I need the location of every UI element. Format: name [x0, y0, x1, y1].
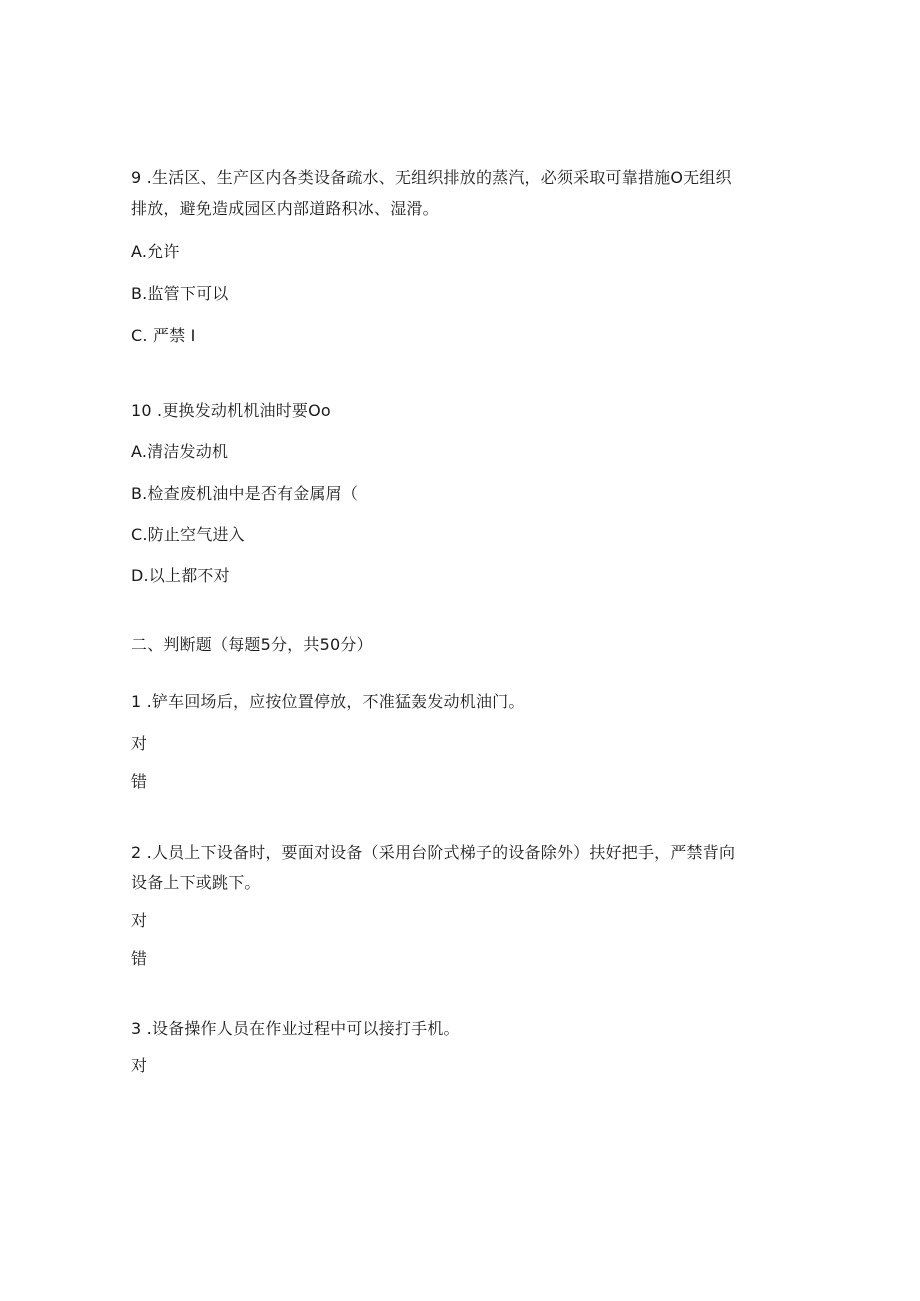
tf-question-2-text-line2: 设备上下或跳下。	[131, 873, 261, 892]
question-10-option-b: B.检查废机油中是否有金属屑（	[131, 484, 359, 503]
question-10-option-c: C.防止空气进入	[131, 525, 245, 544]
question-9-option-a: A.允许	[131, 242, 180, 261]
question-9-text-line1: 9 .生活区、生产区内各类设备疏水、无组织排放的蒸汽，必须采取可靠措施O无组织	[131, 168, 732, 187]
tf-question-2-option-true: 对	[131, 911, 148, 930]
tf-question-3-text: 3 .设备操作人员在作业过程中可以接打手机。	[131, 1019, 460, 1038]
question-10-option-a: A.清洁发动机	[131, 442, 229, 461]
tf-question-1-option-false: 错	[131, 772, 148, 791]
tf-question-2-option-false: 错	[131, 949, 148, 968]
question-10-text: 10 .更换发动机机油时要Oo	[131, 401, 331, 420]
tf-question-2-text-line1: 2 .人员上下设备时，要面对设备（采用台阶式梯子的设备除外）扶好把手，严禁背向	[131, 843, 736, 862]
tf-question-1-option-true: 对	[131, 734, 148, 753]
tf-question-3-option-true: 对	[131, 1056, 148, 1075]
section-heading-true-false: 二、判断题（每题5分，共50分）	[131, 635, 373, 654]
question-9-option-c: C. 严禁 I	[131, 326, 196, 345]
question-9-text-line2: 排放，避免造成园区内部道路积冰、湿滑。	[131, 199, 439, 218]
tf-question-1-text: 1 .铲车回场后，应按位置停放，不准猛轰发动机油门。	[131, 692, 525, 711]
question-10-option-d: D.以上都不对	[131, 566, 230, 585]
question-9-option-b: B.监管下可以	[131, 284, 229, 303]
